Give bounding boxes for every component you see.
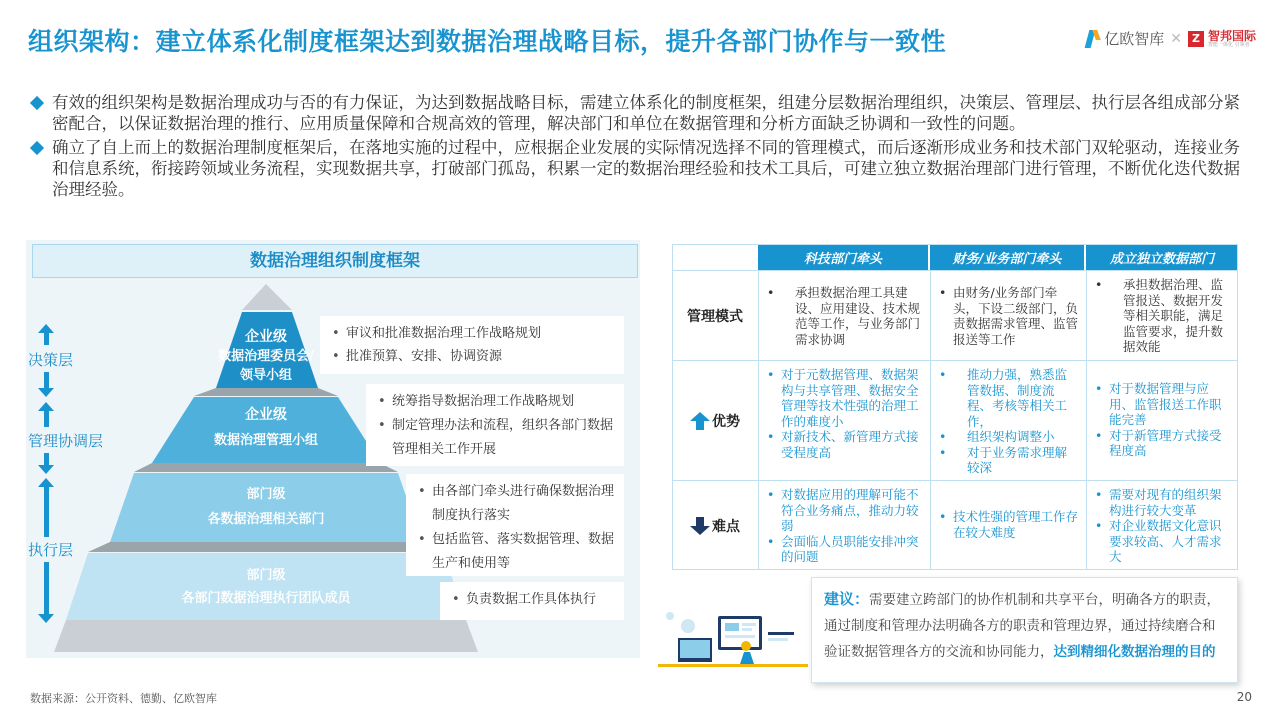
data-source: 数据来源：公开资料、德勤、亿欧智库 — [30, 692, 217, 705]
level-1-description: • 审议和批准数据治理工作战略规划 • 批准预算、安排、协调资源 — [320, 316, 624, 374]
table-header-finance: 财务/业务部门牵头 — [930, 244, 1086, 270]
diamond-bullet-icon — [30, 141, 44, 155]
pyramid-level-4-text: 部门级 各部门数据治理执行团队成员 — [181, 568, 351, 606]
diamond-bullet-icon — [30, 96, 44, 110]
management-mode-table — [672, 244, 1238, 570]
layer-label-decision: 决策层 — [28, 351, 74, 369]
table-cell: • 承担数据治理工具建设、应用建设、技术规范等工作，与业务部门需求协调 — [758, 270, 930, 360]
pyramid-level-2-text: 企业级 数据治理管理小组 — [213, 407, 318, 448]
pyramid-tip — [242, 284, 292, 310]
table-cell: • 对于数据管理与应用、监管报送工作职能完善 • 对于新管理方式接受程度高 — [1086, 360, 1238, 480]
pyramid-gap-2 — [134, 463, 398, 472]
pyramid-level-1-text: 企业级 数据治理委员会/ 领导小组 — [218, 329, 314, 383]
level-2-description: • 统筹指导数据治理工作战略规划 • 制定管理办法和流程，组织各部门数据管理相关工作开展 — [366, 384, 624, 466]
table-cell: • 承担数据治理、监管报送、数据开发等相关职能，满足监管要求，提升数据效能 — [1086, 270, 1238, 360]
intro-bullet: 有效的组织架构是数据治理成功与否的有力保证，为达到数据战略目标，需建立体系化的制度框架，组建分层数据治理组织，决策层、管理层、执行层各组成部分紧密配合，以保证数据治理的推行、应用质量保障和合规高效的管理，解决部门和单位在数据管理和分析方面缺乏协调和一致性的问题。 — [30, 92, 1252, 134]
table-cell: • 推动力强，熟悉监管数据、制度流程、考核等相关工作， • 组织架构调整小 • 对于业务需求理解较深 — [930, 360, 1086, 480]
level-4-description: • 负责数据工作具体执行 — [440, 582, 624, 620]
level-3-description: • 由各部门牵头进行确保数据治理制度执行落实 • 包括监管、落实数据管理、数据生产和使用等 — [406, 474, 624, 576]
row-label-difficulty: 难点 — [672, 480, 758, 570]
table-cell: • 对数据应用的理解可能不符合业务痛点，推动力较弱 • 会面临人员职能安排冲突的问题 — [758, 480, 930, 570]
zhibang-logo-sub: 智能一体化 引领者 — [1207, 41, 1250, 48]
arrow-down-icon — [690, 517, 710, 535]
pyramid-gap-3 — [88, 542, 444, 552]
table-cell: • 技术性强的管理工作存在较大难度 — [930, 480, 1086, 570]
table-cell: • 由财务/业务部门牵头，下设二级部门，负责数据需求管理、监管报送等工作 — [930, 270, 1086, 360]
layer-label-management: 管理协调层 — [28, 432, 104, 450]
suggestion-lead: 建议： — [824, 590, 870, 608]
layer-label-execution: 执行层 — [28, 541, 74, 559]
page-number: 20 — [1236, 690, 1252, 704]
table-cell: • 需要对现有的组织架构进行较大变革 • 对企业数据文化意识要求较高、人才需求大 — [1086, 480, 1238, 570]
zhibang-logo-icon: Z — [1188, 31, 1204, 47]
pyramid-gap-1 — [194, 388, 338, 396]
yiou-logo-text: 亿欧智库 — [1104, 30, 1165, 48]
framework-panel — [26, 240, 640, 658]
header-logos — [1087, 28, 1256, 49]
row-label-mode: 管理模式 — [672, 270, 758, 360]
table-cell: • 对于元数据管理、数据架构与共享管理、数据安全管理等技术性强的治理工作的难度小 • 对新技术、新管理方式接受程度高 — [758, 360, 930, 480]
suggestion-text: 需要建立跨部门的协作机制和共享平台，明确各方的职责，通过制度和管理办法明确各方的职责和管理边界，通过持续磨合和验证数据管理各方的交流和协同能力， — [824, 592, 1221, 660]
arrow-up-icon — [690, 412, 710, 430]
table-header-independent: 成立独立数据部门 — [1086, 244, 1238, 270]
pyramid-base — [54, 620, 478, 652]
framework-title: 数据治理组织制度框架 — [32, 244, 638, 278]
pyramid-level-3-text: 部门级 各数据治理相关部门 — [207, 487, 325, 527]
yiou-logo-icon — [1087, 30, 1101, 48]
intro-bullet: 确立了自上而上的数据治理制度框架后，在落地实施的过程中，应根据企业发展的实际情况选择不同的管理模式，而后逐渐形成业务和技术部门双轮驱动，连接业务和信息系统，衔接跨领域业务流程，实现数据共享，打破部门孤岛，积累一定的数据治理经验和技术工具后，可建立独立数据治理部门进行管理，不断优化迭代数据治理经验。 — [30, 137, 1252, 200]
zhibang-logo-name: 智邦国际 — [1207, 28, 1256, 43]
yiou-logo — [1087, 28, 1164, 49]
logo-separator: ✕ — [1170, 30, 1182, 47]
suggestion-box — [811, 577, 1238, 683]
intro-bullets — [30, 92, 1252, 203]
row-label-advantage: 优势 — [672, 360, 758, 480]
suggestion-highlight: 达到精细化数据治理的目的 — [1053, 644, 1216, 660]
teamwork-illustration — [658, 606, 808, 672]
table-header-tech: 科技部门牵头 — [758, 244, 930, 270]
page-title: 组织架构：建立体系化制度框架达到数据治理战略目标，提升各部门协作与一致性 — [28, 27, 947, 56]
zhibang-logo — [1188, 30, 1256, 48]
